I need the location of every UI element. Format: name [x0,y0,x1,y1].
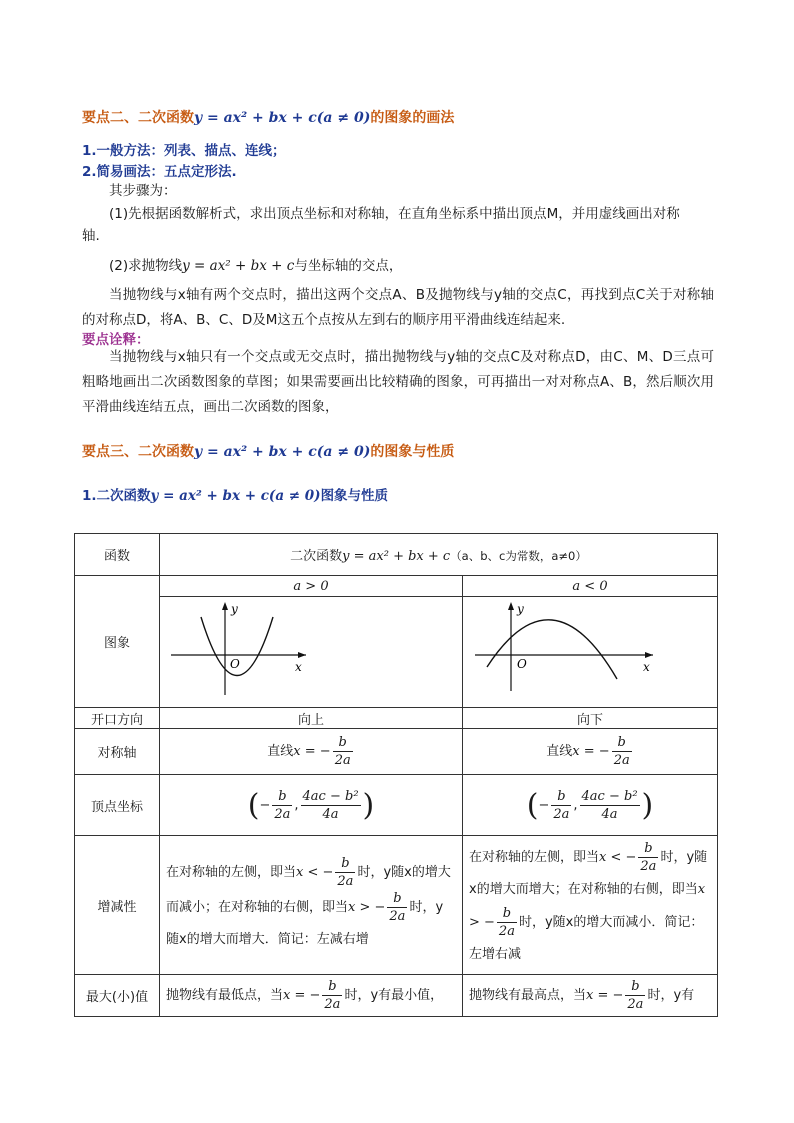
fraction-num: b [497,905,517,923]
text-2: 时，y随x的增大而减小；在对称轴的右侧，即当 [166,865,451,915]
row-function [75,534,718,576]
text-3: 时，y随x的增大而增大．简记：左减右增 [166,900,444,947]
extreme-left [160,975,463,1017]
section3-sub-suffix: 图象与性质 [320,488,389,504]
text-1: 抛物线有最低点，当 [166,988,284,1003]
paren-close: ) [362,787,375,823]
text-2: 时，y随x的增大而增大；在对称轴的右侧，即当 [469,850,708,897]
vertex-y [580,788,640,823]
y-axis-label: y [517,602,524,616]
label-axis: 对称轴 [75,729,160,775]
step2-line [82,255,722,277]
opening-down: 向下 [463,708,718,729]
steps-intro-text: 其步骤为： [109,183,177,199]
step1-line2: 轴. [82,228,100,244]
fraction-den: 2a [627,997,644,1012]
step2-suffix: 与坐标轴的交点， [294,258,403,274]
paragraph-note: 当抛物线与x轴只有一个交点或无交点时，描出抛物线与y轴的交点C及对称点D，由C、M、D三点可粗略地画出二次函数图象的草图；如果需要画出比较精确的图象，可再描出一对对称点A、B，然后顺次用平滑曲线连结五点，画出二次函数的图象， [82,349,714,415]
steps-intro [82,180,722,202]
row-opening [75,708,718,729]
cond-a-positive: a > 0 [160,576,463,597]
y-axis-arrow [222,602,228,610]
x-axis-arrow [298,652,306,658]
monotonic-right [463,836,718,975]
label-opening: 开口方向 [75,708,160,729]
properties-table [74,533,718,1017]
axis-right [463,729,718,775]
fraction-num: b [625,978,645,996]
vertex-y [301,788,361,823]
extreme-left-text [160,978,462,1013]
fraction [625,978,645,1013]
axis-lhs: x = − [572,744,610,759]
fraction-den: 2a [640,859,657,874]
label-function: 函数 [75,534,160,576]
text-1: 在对称轴的左侧，即当 [166,865,297,880]
row-vertex [75,775,718,836]
function-prefix: 二次函数 [290,549,343,564]
text-1: 抛物线有最高点，当 [469,988,587,1003]
axis-fraction [333,734,353,769]
function-suffix: （a、b、c为常数，a≠0） [450,549,587,563]
row-monotonic [75,836,718,975]
fraction-num: 4ac − b² [581,788,638,804]
fraction-num: b [387,890,407,908]
fraction-num: b [322,978,342,996]
section2-heading-text: 要点二、二次函数 [82,110,194,126]
graph-downward-cell [463,597,718,708]
fraction [638,840,658,875]
section2-heading-formula: y = ax² + bx + c(a ≠ 0) [194,110,371,126]
method-general: 1.一般方法：列表、描点、连线； [82,143,286,159]
x-axis-label: x [295,660,302,674]
cond-1: x < − [296,865,334,880]
axis-prefix: 直线 [546,744,573,759]
label-vertex: 顶点坐标 [75,775,160,836]
text-2: 时，y有最小值， [344,988,444,1003]
section2-heading-suffix: 的图象的画法 [370,110,455,126]
section3-heading-formula: y = ax² + bx + c(a ≠ 0) [194,444,371,460]
fraction-den: 2a [274,806,291,822]
axis-prefix: 直线 [267,744,294,759]
section3-heading-text: 要点三、二次函数 [82,444,194,460]
section3-sub-text: 1.二次函数 [82,488,151,504]
fraction-num: 4ac − b² [302,788,359,804]
cond-a-negative: a < 0 [463,576,718,597]
row-graph [75,597,718,708]
fraction-den: 2a [613,753,630,768]
section3-subheading [82,484,388,504]
monotonic-left [160,836,463,975]
fraction-den: 2a [553,806,570,822]
cond-1: x < − [599,850,637,865]
fraction-num: b [638,840,658,858]
note-label: 要点诠释： [82,332,150,348]
fraction-num: b [551,788,571,806]
fraction-den: 2a [337,874,354,889]
row-axis [75,729,718,775]
monotonic-left-text [160,851,462,959]
fraction-num: b [335,855,355,873]
graph-upward-parabola [161,597,461,703]
label-monotonic: 增减性 [75,836,160,975]
y-axis-label: y [231,602,238,616]
fraction-num: b [272,788,292,806]
row-condition [75,576,718,597]
vertex-left: (− $\frac{b}{2a}$ , $\frac{\text{4ac − b²}}{4a}$ ) [160,775,463,836]
vertex-x [551,788,571,823]
x-axis-arrow [645,652,653,658]
paragraph-two-intersections: 当抛物线与x轴有两个交点时，描出这两个交点A、B及抛物线与y轴的交点C，再找到点C关于对称轴的对称点D，将A、B、C、D及M这五个点按从左到右的顺序用平滑曲线连结起来. [82,287,714,328]
text-1: 在对称轴的左侧，即当 [469,850,600,865]
x-axis-label: x [643,660,650,674]
axis-left [160,729,463,775]
extreme-right [463,975,718,1017]
monotonic-right-text [463,836,717,974]
axis-fraction [612,734,632,769]
vertex-right: (− $\frac{b}{2a}$ , $\frac{\text{4ac − b²}}{4a}$ ) [463,775,718,836]
section3-sub-formula: y = ax² + bx + c(a ≠ 0) [150,488,321,504]
label-extreme: 最大(小)值 [75,975,160,1017]
vertex-x [272,788,292,823]
fraction-den: 4a [322,806,339,822]
function-formula: y = ax² + bx + c [342,549,451,564]
fraction-den: 2a [324,997,341,1012]
axis-lhs: x = − [293,744,331,759]
cell-function-definition [160,534,718,576]
cond-2: x > − [469,882,706,930]
step1-text-a: (1)先根据函数解析式，求出顶点坐标和对称轴，在直角坐标系中描出顶点M，并用虚线画出对称 [109,206,680,222]
fraction-num: b [333,734,353,752]
opening-up: 向上 [160,708,463,729]
text-3: 时，y随x的增大而减小．简记：左增右减 [469,915,704,962]
fraction [497,905,517,940]
fraction-den: 2a [498,924,515,939]
parabola-curve [487,620,617,679]
text-2: 时，y有 [647,988,695,1003]
vertex-minus: − [259,797,271,813]
section3-heading-suffix: 的图象与性质 [370,444,455,460]
label-graph: 图象 [75,576,160,708]
section2-heading [82,107,454,127]
fraction-den: 2a [334,753,351,768]
step2-formula: y = ax² + bx + c [182,258,295,274]
fraction-num: b [612,734,632,752]
fraction-den: 4a [601,806,618,822]
section3-heading [82,441,454,461]
fraction [387,890,407,925]
fraction [322,978,342,1013]
graph-upward-cell [160,597,463,708]
fraction [335,855,355,890]
method-simple: 2.简易画法：五点定形法. [82,164,237,180]
y-axis-arrow [508,602,514,610]
paren-close: ) [641,787,654,823]
paren-open: ( [526,787,539,823]
cond-2: x > − [348,900,386,915]
row-extreme [75,975,718,1017]
extreme-right-text [463,978,717,1013]
fraction-den: 2a [389,909,406,924]
step1-line1 [82,203,722,225]
cond: x = − [283,988,321,1003]
graph-downward-parabola [465,597,715,703]
paren-open: ( [247,787,260,823]
vertex-minus: − [538,797,550,813]
origin-label: O [230,657,240,671]
cond: x = − [586,988,624,1003]
step2-prefix: (2)求抛物线 [109,258,183,274]
origin-label: O [517,657,527,671]
